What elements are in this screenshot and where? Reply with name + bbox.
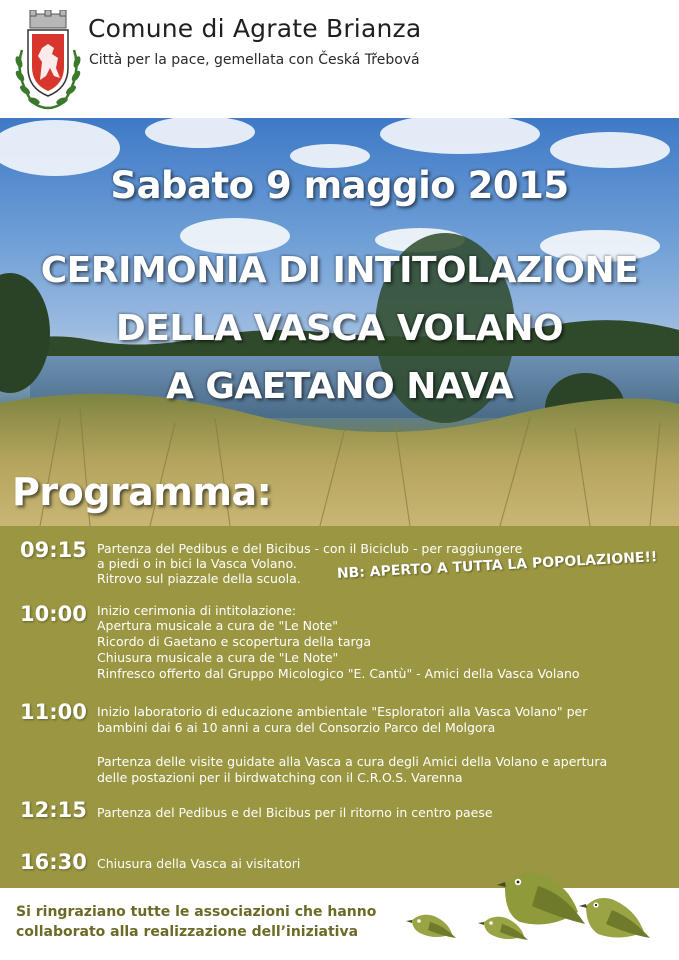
slot-line: Chiusura della Vasca ai visitatori [97, 856, 301, 871]
slot-line: Ricordo di Gaetano e scopertura della targa [97, 634, 372, 649]
slot-line: Chiusura musicale a cura de "Le Note" [97, 650, 339, 665]
town-tagline: Città per la pace, gemellata con Česká Třebová [89, 52, 420, 68]
slot-line: Ritrovo sul piazzale della scuola. [97, 571, 301, 586]
slot-line: Partenza del Pedibus e del Bicibus - con il Biciclub - per raggiungere [97, 541, 523, 556]
hero-photo [0, 118, 679, 526]
slot-line: Partenza del Pedibus e del Bicibus per il ritorno in centro paese [97, 805, 493, 820]
event-date: Sabato 9 maggio 2015 [110, 164, 569, 207]
slot-line: Apertura musicale a cura de "Le Note" [97, 618, 338, 633]
coat-of-arms-icon [12, 10, 84, 114]
slot-line: a piedi o in bici la Vasca Volano. [97, 556, 297, 571]
slot-time: 11:00 [20, 700, 87, 724]
event-title-line-3: A GAETANO NAVA [165, 366, 514, 407]
event-title-line-2: DELLA VASCA VOLANO [115, 308, 564, 349]
header [0, 0, 679, 118]
slot-line: Rinfresco offerto dal Gruppo Micologico "E. Cantù" - Amici della Vasca Volano [97, 666, 580, 681]
slot-line: delle postazioni per il birdwatching con il C.R.O.S. Varenna [97, 770, 463, 785]
birds-illustration-icon [400, 860, 679, 960]
slot-line: bambini dai 6 ai 10 anni a cura del Consorzio Parco del Molgora [97, 720, 496, 735]
slot-line: Inizio cerimonia di intitolazione: [97, 603, 297, 618]
slot-time: 12:15 [20, 798, 87, 822]
slot-time: 16:30 [20, 850, 87, 874]
slot-line: Partenza delle visite guidate alla Vasca a cura degli Amici della Volano e apertura [97, 754, 608, 769]
town-name: Comune di Agrate Brianza [88, 14, 422, 43]
event-title-line-1: CERIMONIA DI INTITOLAZIONE [40, 250, 639, 291]
nb-note: NB: APERTO A TUTTA LA POPOLAZIONE!! [336, 549, 658, 582]
programma-heading: Programma: [12, 470, 272, 514]
slot-time: 10:00 [20, 602, 87, 626]
thanks-line-1: Si ringraziano tutte le associazioni che hanno [16, 904, 377, 920]
slot-time: 09:15 [20, 538, 87, 562]
slot-line: Inizio laboratorio di educazione ambientale "Esploratori alla Vasca Volano" per [97, 704, 588, 719]
program-panel [0, 526, 679, 888]
thanks-line-2: collaborato alla realizzazione dell’iniziativa [16, 924, 359, 940]
